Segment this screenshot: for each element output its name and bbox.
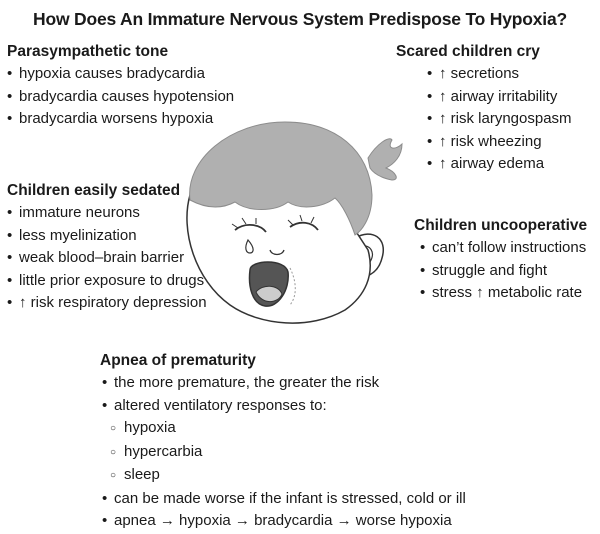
list-item: • immature neurons	[7, 204, 140, 221]
bullet-list	[7, 202, 207, 315]
list-item: • can be made worse if the infant is stressed, cold or ill	[102, 489, 466, 507]
sub-list-item: ○ hypoxia	[110, 419, 176, 436]
list-item: • bradycardia worsens hypoxia	[7, 110, 214, 127]
section-heading: Scared children cry	[396, 43, 540, 60]
list-item: • bradycardia causes hypotension	[7, 87, 235, 105]
list-item: • ↑ secretions	[427, 65, 520, 82]
list-item: • less myelinization	[7, 226, 137, 244]
sub-list-item: ○ hypercarbia	[110, 442, 203, 460]
bullet-list	[414, 237, 587, 305]
list-item: • struggle and fight	[420, 261, 548, 279]
section-parasympathetic-tone	[7, 41, 234, 131]
list-item: • ↑ risk respiratory depression	[7, 294, 207, 311]
sub-list-item: ○ sleep	[110, 466, 160, 483]
list-item: • apnea → hypoxia → bradycardia → worse hypoxia	[102, 512, 452, 529]
list-item: • ↑ airway irritability	[427, 87, 558, 105]
list-item: • stress ↑ metabolic rate	[420, 284, 583, 301]
section-scared-children-cry	[396, 41, 572, 176]
list-item: • ↑ risk laryngospasm	[427, 110, 572, 127]
section-apnea-of-prematurity	[100, 350, 466, 533]
list-item: • altered ventilatory responses to:	[102, 396, 327, 414]
section-heading: Children easily sedated	[7, 182, 181, 199]
section-heading: Apnea of prematurity	[100, 352, 256, 369]
section-heading: Children uncooperative	[414, 217, 588, 234]
list-item: • can’t follow instructions	[420, 239, 587, 256]
list-item: • ↑ risk wheezing	[427, 132, 542, 150]
list-item: • hypoxia causes bradycardia	[7, 65, 205, 82]
bullet-list	[7, 63, 234, 131]
bullet-list	[396, 63, 572, 176]
list-item: • little prior exposure to drugs	[7, 271, 205, 289]
section-heading: Parasympathetic tone	[7, 43, 169, 60]
bullet-list	[100, 372, 466, 533]
list-item: • ↑ airway edema	[427, 155, 545, 172]
list-item: • weak blood–brain barrier	[7, 249, 185, 266]
page-title: How Does An Immature Nervous System Predispose To Hypoxia?	[33, 9, 567, 29]
list-item: • the more premature, the greater the risk	[102, 374, 380, 391]
section-children-uncooperative	[414, 215, 587, 305]
baby-face	[187, 195, 370, 323]
section-children-easily-sedated	[7, 180, 207, 315]
